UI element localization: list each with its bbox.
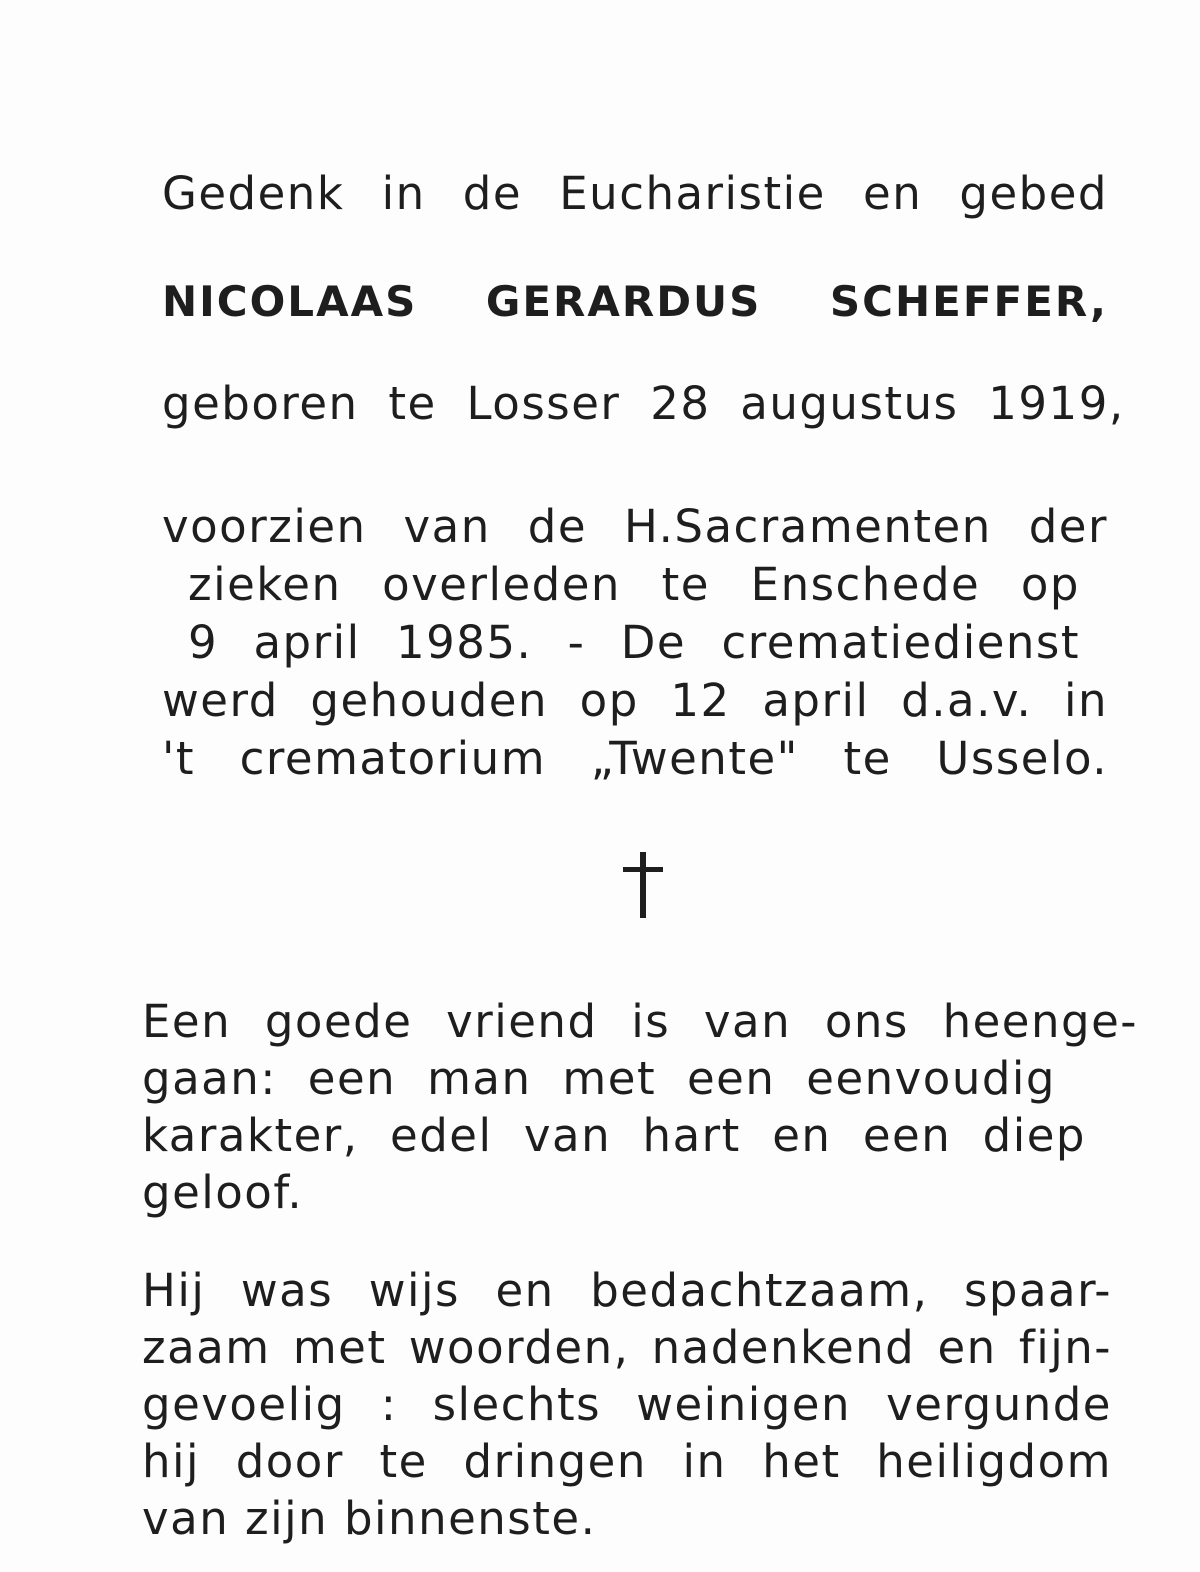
tribute-line: zaam met woorden, nadenkend en fijn- — [142, 1321, 1112, 1374]
cross-icon — [615, 850, 671, 920]
death-line: 't crematorium „Twente" te Usselo. — [162, 732, 1108, 785]
death-line: voorzien van de H.Sacramenten der — [162, 500, 1108, 553]
tribute-line: Hij was wijs en bedachtzaam, spaar- — [142, 1264, 1112, 1317]
death-paragraph — [162, 498, 1108, 788]
tribute-line: gevoelig : slechts weinigen vergunde — [142, 1378, 1112, 1431]
tribute-paragraph-1 — [142, 993, 1138, 1221]
death-line: zieken overleden te Enschede op — [188, 558, 1080, 611]
death-line: werd gehouden op 12 april d.a.v. in — [162, 674, 1108, 727]
death-line: 9 april 1985. - De crematiedienst — [188, 616, 1080, 669]
tribute-line: Een goede vriend is van ons heenge- — [142, 995, 1138, 1048]
tribute-line: hij door te dringen in het heiligdom — [142, 1435, 1112, 1488]
tribute-paragraph-2 — [142, 1262, 1112, 1547]
tribute-line: karakter, edel van hart en een diep — [142, 1109, 1086, 1162]
tribute-line: gaan: een man met een eenvoudig — [142, 1052, 1056, 1105]
tribute-line: geloof. — [142, 1166, 304, 1219]
intro-line: Gedenk in de Eucharistie en gebed — [162, 167, 1108, 220]
birth-line: geboren te Losser 28 augustus 1919, — [162, 377, 1125, 430]
tribute-line: van zijn binnenste. — [142, 1492, 597, 1545]
deceased-name: NICOLAAS GERARDUS SCHEFFER, — [162, 277, 1108, 326]
